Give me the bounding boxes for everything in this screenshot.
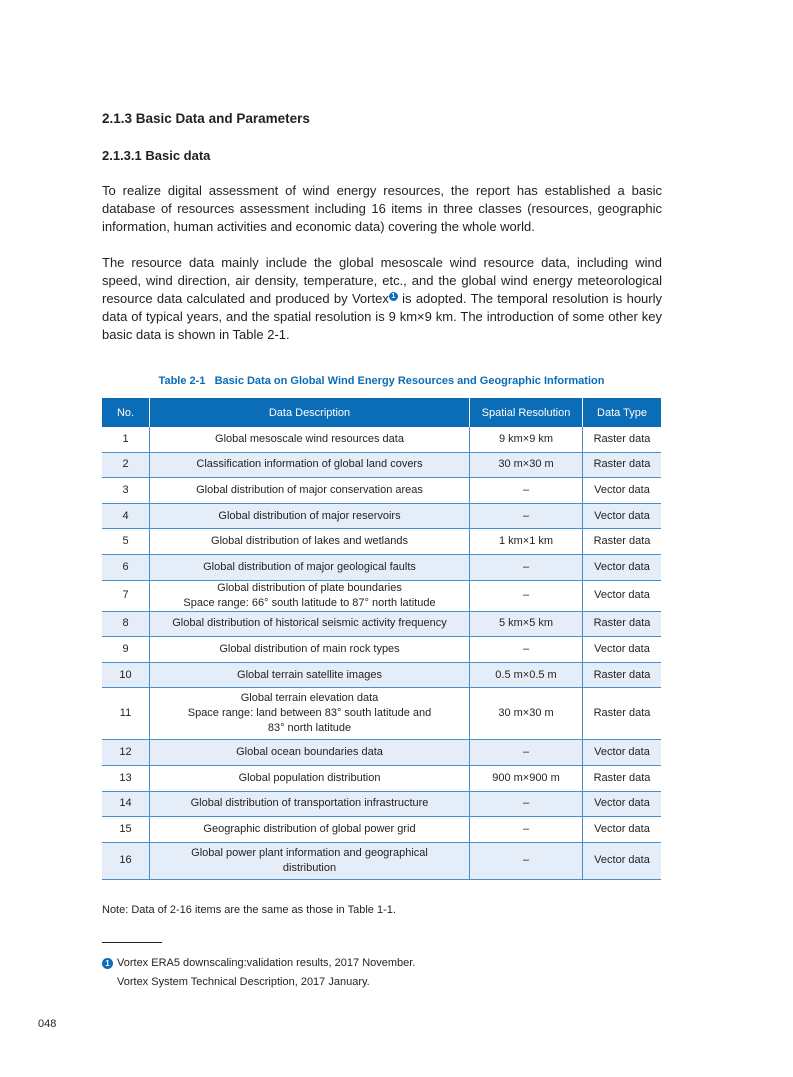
table-row (102, 740, 661, 766)
subsection-heading: 2.1.3.1 Basic data (102, 148, 211, 163)
table-row (102, 427, 661, 452)
cell-resolution: – (470, 637, 583, 663)
footnote-line-1: Vortex ERA5 downscaling:validation results, 2017 November. (117, 957, 416, 969)
paragraph-2-text: The resource data mainly include the global mesoscale wind resource data, including wind speed, wind direction, air density, temperature, etc., and the global wind energy meteorological resource data calculated and produced by Vortex (102, 255, 662, 306)
cell-no: 2 (102, 452, 150, 478)
paragraph-2-text-end: is adopted. The temporal resolution is hourly data of typical years, and the spatial resolution is 9 km×9 km. The introduction of some other key basic data is shown in Table 2-1. (102, 291, 662, 342)
cell-no: 14 (102, 791, 150, 817)
cell-description: Global distribution of major geological faults (150, 554, 470, 580)
paragraph-2 (102, 254, 662, 344)
cell-no: 1 (102, 427, 150, 452)
header-description: Data Description (150, 398, 470, 427)
table-row (102, 765, 661, 791)
cell-description: Classification information of global land covers (150, 452, 470, 478)
cell-type: Vector data (583, 740, 662, 766)
cell-type: Raster data (583, 529, 662, 555)
table-row (102, 529, 661, 555)
page-number: 048 (38, 1018, 57, 1030)
table-row (102, 688, 661, 740)
cell-description: Global terrain satellite images (150, 662, 470, 688)
header-resolution: Spatial Resolution (470, 398, 583, 427)
table-row (102, 580, 661, 611)
cell-resolution: – (470, 842, 583, 879)
cell-type: Vector data (583, 817, 662, 843)
cell-no: 5 (102, 529, 150, 555)
cell-resolution: – (470, 478, 583, 504)
cell-description: Global mesoscale wind resources data (150, 427, 470, 452)
paragraph-1: To realize digital assessment of wind energy resources, the report has established a basic database of resources assessment including 16 items in three classes (resources, geographic information, human activities and economic data) covering the whole world. (102, 183, 662, 234)
cell-no: 8 (102, 611, 150, 637)
cell-type: Vector data (583, 478, 662, 504)
table-row (102, 452, 661, 478)
cell-no: 12 (102, 740, 150, 766)
table-note: Note: Data of 2-16 items are the same as those in Table 1-1. (102, 904, 396, 916)
cell-no: 13 (102, 765, 150, 791)
cell-resolution: 30 m×30 m (470, 452, 583, 478)
cell-description: Global distribution of transportation infrastructure (150, 791, 470, 817)
table-row (102, 478, 661, 504)
data-table (102, 398, 661, 880)
table-row (102, 817, 661, 843)
cell-description: Global power plant information and geographical distribution (150, 842, 470, 879)
footnote-marker[interactable]: 1 (389, 292, 398, 301)
cell-resolution: 0.5 m×0.5 m (470, 662, 583, 688)
cell-no: 3 (102, 478, 150, 504)
footnote-divider (102, 942, 162, 943)
cell-description: Global distribution of major conservation areas (150, 478, 470, 504)
cell-resolution: – (470, 740, 583, 766)
cell-description: Global distribution of major reservoirs (150, 503, 470, 529)
cell-type: Raster data (583, 611, 662, 637)
footnote (102, 954, 415, 992)
cell-no: 16 (102, 842, 150, 879)
cell-description: Global ocean boundaries data (150, 740, 470, 766)
cell-description: Global distribution of lakes and wetlands (150, 529, 470, 555)
cell-no: 9 (102, 637, 150, 663)
table-caption: Table 2-1 Basic Data on Global Wind Energy Resources and Geographic Information (158, 375, 605, 387)
cell-resolution: 9 km×9 km (470, 427, 583, 452)
table-header-row (102, 398, 661, 427)
cell-resolution: 900 m×900 m (470, 765, 583, 791)
cell-no: 4 (102, 503, 150, 529)
cell-resolution: – (470, 554, 583, 580)
cell-type: Vector data (583, 791, 662, 817)
header-type: Data Type (583, 398, 662, 427)
cell-type: Vector data (583, 637, 662, 663)
footnote-number-icon: 1 (102, 958, 113, 969)
cell-type: Raster data (583, 427, 662, 452)
table-row (102, 662, 661, 688)
cell-type: Vector data (583, 503, 662, 529)
cell-no: 6 (102, 554, 150, 580)
header-no: No. (102, 398, 150, 427)
cell-resolution: 5 km×5 km (470, 611, 583, 637)
cell-type: Raster data (583, 688, 662, 740)
cell-resolution: – (470, 503, 583, 529)
cell-description: Global terrain elevation data Space range: land between 83° south latitude and 83° north latitude (150, 688, 470, 740)
cell-type: Raster data (583, 662, 662, 688)
cell-resolution: – (470, 580, 583, 611)
footnote-line-2: Vortex System Technical Description, 2017 January. (117, 976, 370, 988)
cell-type: Raster data (583, 452, 662, 478)
cell-no: 7 (102, 580, 150, 611)
cell-resolution: – (470, 791, 583, 817)
cell-no: 10 (102, 662, 150, 688)
cell-type: Vector data (583, 554, 662, 580)
cell-description: Global distribution of plate boundaries Space range: 66° south latitude to 87° north latitude (150, 580, 470, 611)
cell-description: Global distribution of main rock types (150, 637, 470, 663)
table-row (102, 554, 661, 580)
table-row (102, 637, 661, 663)
cell-description: Global distribution of historical seismic activity frequency (150, 611, 470, 637)
section-heading: 2.1.3 Basic Data and Parameters (102, 111, 310, 126)
cell-no: 15 (102, 817, 150, 843)
cell-resolution: 30 m×30 m (470, 688, 583, 740)
table-row (102, 791, 661, 817)
cell-description: Geographic distribution of global power grid (150, 817, 470, 843)
cell-description: Global population distribution (150, 765, 470, 791)
cell-type: Raster data (583, 765, 662, 791)
cell-resolution: 1 km×1 km (470, 529, 583, 555)
table-row (102, 611, 661, 637)
cell-resolution: – (470, 817, 583, 843)
cell-type: Vector data (583, 842, 662, 879)
table-row (102, 503, 661, 529)
cell-type: Vector data (583, 580, 662, 611)
cell-no: 11 (102, 688, 150, 740)
table-row (102, 842, 661, 879)
